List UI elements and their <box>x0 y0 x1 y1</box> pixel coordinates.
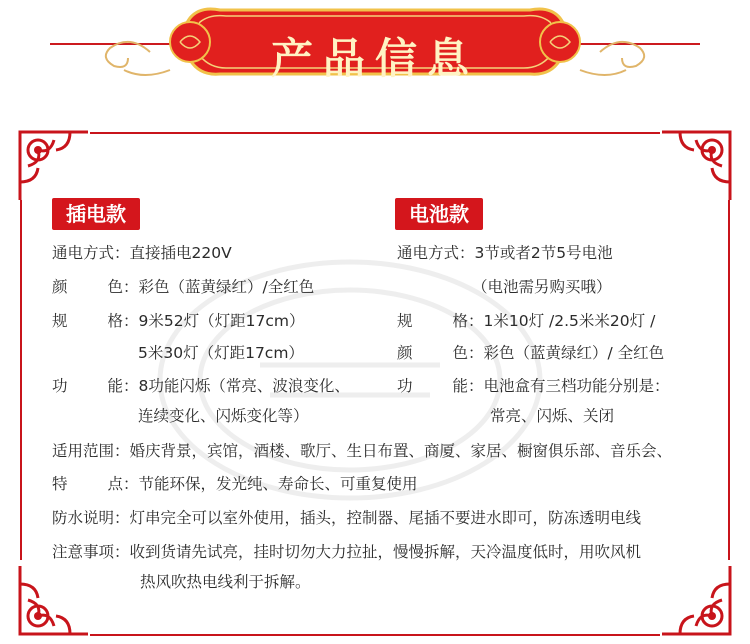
row-value: 直接插电220V <box>129 244 232 262</box>
corner-ornament-top-left <box>14 126 94 206</box>
right-row-power-cont <box>472 277 612 297</box>
row-label: 注意事项： <box>52 543 130 561</box>
right-row-spec <box>397 311 655 331</box>
left-row-spec-cont <box>138 343 304 363</box>
row-value: 收到货请先试亮，挂时切勿大力拉扯，慢慢拆解，天冷温度低时，用吹风机 <box>129 543 642 561</box>
row-waterproof <box>52 508 641 528</box>
row-notes-cont <box>140 572 311 592</box>
row-label: 特 <box>52 475 68 493</box>
frame-left-line <box>20 200 22 560</box>
frame-right-line <box>728 200 730 560</box>
row-value: 9米52灯（灯距17cm） <box>138 312 305 330</box>
row-label-end: 格： <box>452 312 484 330</box>
row-value: 8功能闪烁（常亮、波浪变化、 <box>138 377 350 395</box>
corner-ornament-top-right <box>656 126 736 206</box>
corner-ornament-bottom-left <box>14 560 94 640</box>
row-label: 颜 <box>52 278 68 296</box>
row-value: （电池需另购买哦） <box>472 278 612 296</box>
row-label-end: 能： <box>107 377 139 395</box>
row-value: 婚庆背景，宾馆，酒楼、歌厅、生日布置、商厦、家居、橱窗俱乐部、音乐会、 <box>129 442 673 460</box>
right-row-function-cont <box>490 406 614 426</box>
row-value: 彩色（蓝黄绿红）/全红色 <box>138 278 315 296</box>
row-label: 功 <box>52 377 68 395</box>
row-label-end: 格： <box>107 312 139 330</box>
row-value: 节能环保，发光纯、寿命长、可重复使用 <box>138 475 418 493</box>
page-title: 产品信息 <box>270 34 479 83</box>
row-usage <box>52 441 672 461</box>
left-row-spec <box>52 311 304 331</box>
left-row-power <box>52 243 232 263</box>
row-features <box>52 474 418 494</box>
left-row-color <box>52 277 314 297</box>
row-value: 1米10灯 /2.5米米20灯 / <box>483 312 656 330</box>
row-label: 规 <box>52 312 68 330</box>
row-label: 防水说明： <box>52 509 130 527</box>
row-label-end: 点： <box>107 475 139 493</box>
right-row-function <box>397 376 670 396</box>
left-row-function <box>52 376 350 396</box>
row-label-end: 色： <box>452 344 484 362</box>
row-label: 通电方式： <box>397 244 475 262</box>
row-value: 常亮、闪烁、关闭 <box>490 407 615 425</box>
row-label: 适用范围： <box>52 442 130 460</box>
row-label: 功 <box>397 377 413 395</box>
tag-battery: 电池款 <box>395 198 483 230</box>
row-value: 热风吹热电线利于拆解。 <box>140 573 311 591</box>
row-value: 3节或者2节5号电池 <box>474 244 613 262</box>
tag-plug-in: 插电款 <box>52 198 140 230</box>
frame-top-line <box>90 132 660 134</box>
frame-bottom-line <box>90 634 660 636</box>
row-label-end: 色： <box>107 278 139 296</box>
right-row-color <box>397 343 664 363</box>
left-row-function-cont <box>138 406 309 426</box>
row-label: 规 <box>397 312 413 330</box>
row-value: 连续变化、闪烁变化等） <box>138 407 309 425</box>
row-label-end: 能： <box>452 377 484 395</box>
row-label: 颜 <box>397 344 413 362</box>
row-value: 电池盒有三档功能分别是： <box>483 377 670 395</box>
row-label: 通电方式： <box>52 244 130 262</box>
row-notes <box>52 542 641 562</box>
corner-ornament-bottom-right <box>656 560 736 640</box>
right-row-power <box>397 243 613 263</box>
row-value: 灯串完全可以室外使用，插头，控制器、尾插不要进水即可，防冻透明电线 <box>129 509 642 527</box>
row-value: 5米30灯（灯距17cm） <box>138 344 304 362</box>
row-value: 彩色（蓝黄绿红）/ 全红色 <box>483 344 665 362</box>
